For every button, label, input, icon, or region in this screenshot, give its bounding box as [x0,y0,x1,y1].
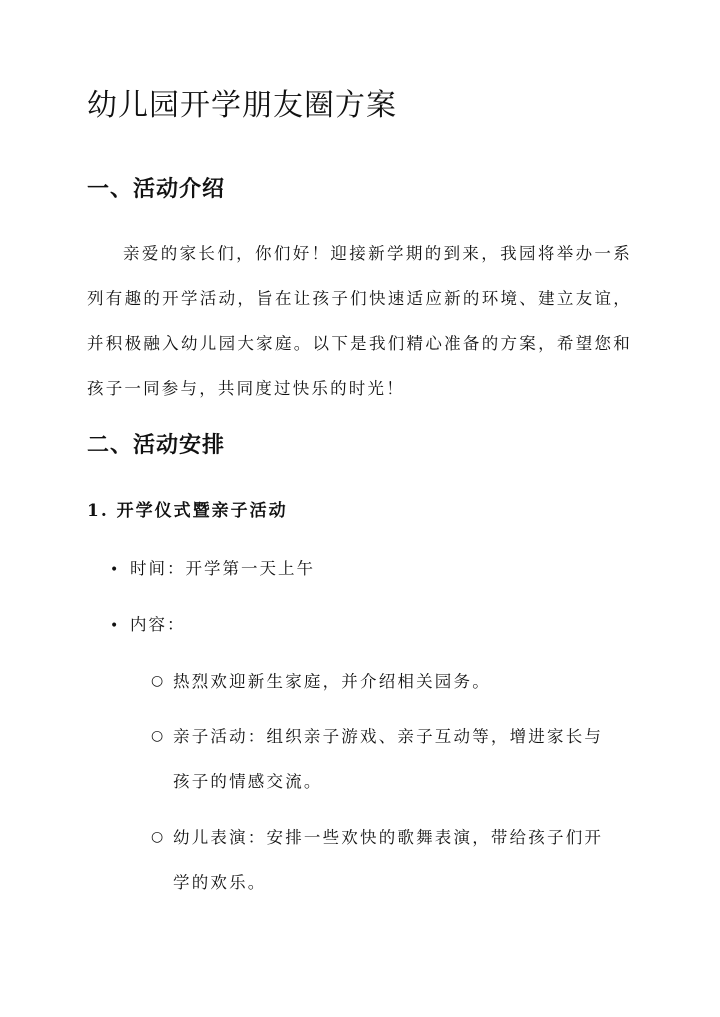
intro-paragraph: 亲爱的家长们，你们好！迎接新学期的到来，我园将举办一系列有趣的开学活动，旨在让孩子们快速适应新的环境、建立友谊，并积极融入幼儿园大家庭。以下是我们精心准备的方案，希望您和孩子一同参与，共同度过快乐的时光！ [87,244,632,398]
circle-bullet-icon: ○ [151,673,166,689]
subsection-heading-opening: 1. 开学仪式暨亲子活动 [87,501,288,521]
section-heading-intro: 一、活动介绍 [87,176,226,202]
sub-item-text: 热烈欢迎新生家庭，并介绍相关园务。 [173,672,491,691]
sub-item-text: 幼儿表演：安排一些欢快的歌舞表演，带给孩子们开学的欢乐。 [173,828,604,892]
bullet-content [110,613,186,638]
bullet-time-text: 时间：开学第一天上午 [130,559,315,578]
document-title: 幼儿园开学朋友圈方案 [87,88,397,123]
section-heading-schedule: 二、活动安排 [87,432,226,458]
bullet-content-text: 内容： [130,615,186,634]
sub-item-text: 亲子活动：组织亲子游戏、亲子互动等，增进家长与孩子的情感交流。 [173,727,604,791]
sub-item-welcome [151,659,621,704]
sub-item-performance [151,815,621,905]
circle-bullet-icon: ○ [151,728,166,744]
circle-bullet-icon: ○ [151,829,166,845]
sub-item-parent-child [151,714,621,804]
bullet-time [110,557,315,582]
bullet-dot-icon: • [110,618,121,634]
bullet-dot-icon: • [110,562,121,578]
